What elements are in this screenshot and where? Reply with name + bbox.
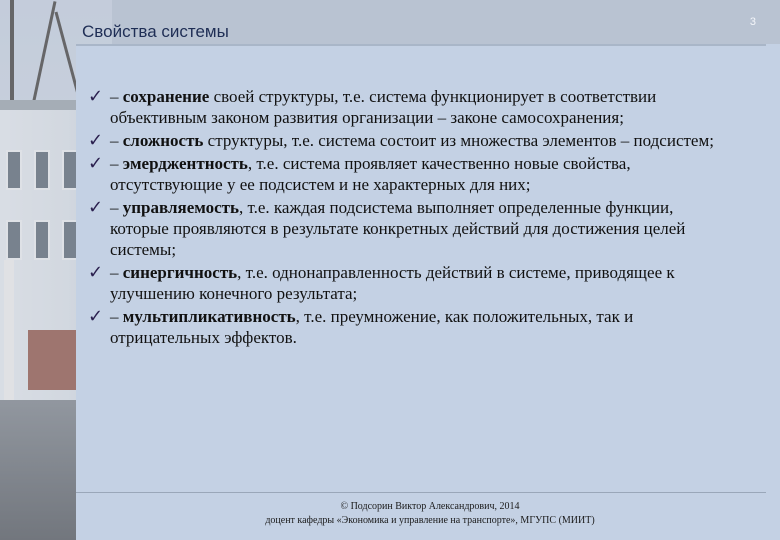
list-item: ✓ – сохранение своей структуры, т.е. система функционирует в соответствии объективным законом развития организации – законе самосохранения; <box>88 86 657 127</box>
term: эмерджентность <box>122 154 248 173</box>
list-item: ✓ – синергичность, т.е. однонаправленность действий в системе, приводящее к улучшению конечного результата; <box>88 262 675 303</box>
checkmark-icon: ✓ <box>88 153 104 174</box>
footer-affiliation: доцент кафедры «Экономика и управление на транспорте», МГУПС (МИИТ) <box>265 515 595 526</box>
footer-divider <box>76 492 766 493</box>
term: синергичность <box>122 263 238 282</box>
checkmark-icon: ✓ <box>88 197 104 218</box>
properties-list <box>88 86 728 350</box>
term: мультипликативность <box>122 307 296 326</box>
checkmark-icon: ✓ <box>88 262 104 283</box>
checkmark-icon: ✓ <box>88 86 104 107</box>
term: сложность <box>122 131 204 150</box>
list-item: ✓ – сложность структуры, т.е. система состоит из множества элементов – подсистем; <box>88 130 714 151</box>
footer <box>150 500 710 528</box>
term: управляемость <box>122 198 239 217</box>
list-item: ✓ – эмерджентность, т.е. система проявляет качественно новые свойства, отсутствующие у ее подсистем и не характерных для них; <box>88 153 631 194</box>
list-item: ✓ – мультипликативность, т.е. преумножение, как положительных, так и отрицательных эффектов. <box>88 306 634 347</box>
footer-copyright: © Подсорин Виктор Александрович, 2014 <box>340 501 520 512</box>
page-number: 3 <box>749 16 756 28</box>
title-divider <box>76 44 766 46</box>
checkmark-icon: ✓ <box>88 130 104 151</box>
checkmark-icon: ✓ <box>88 306 104 327</box>
list-item: ✓ – управляемость, т.е. каждая подсистема выполняет определенные функции, которые проявляются в результате конкретных действий для достижения целей системы; <box>88 197 686 259</box>
slide-title: Свойства системы <box>82 22 229 41</box>
term: сохранение <box>122 87 210 106</box>
